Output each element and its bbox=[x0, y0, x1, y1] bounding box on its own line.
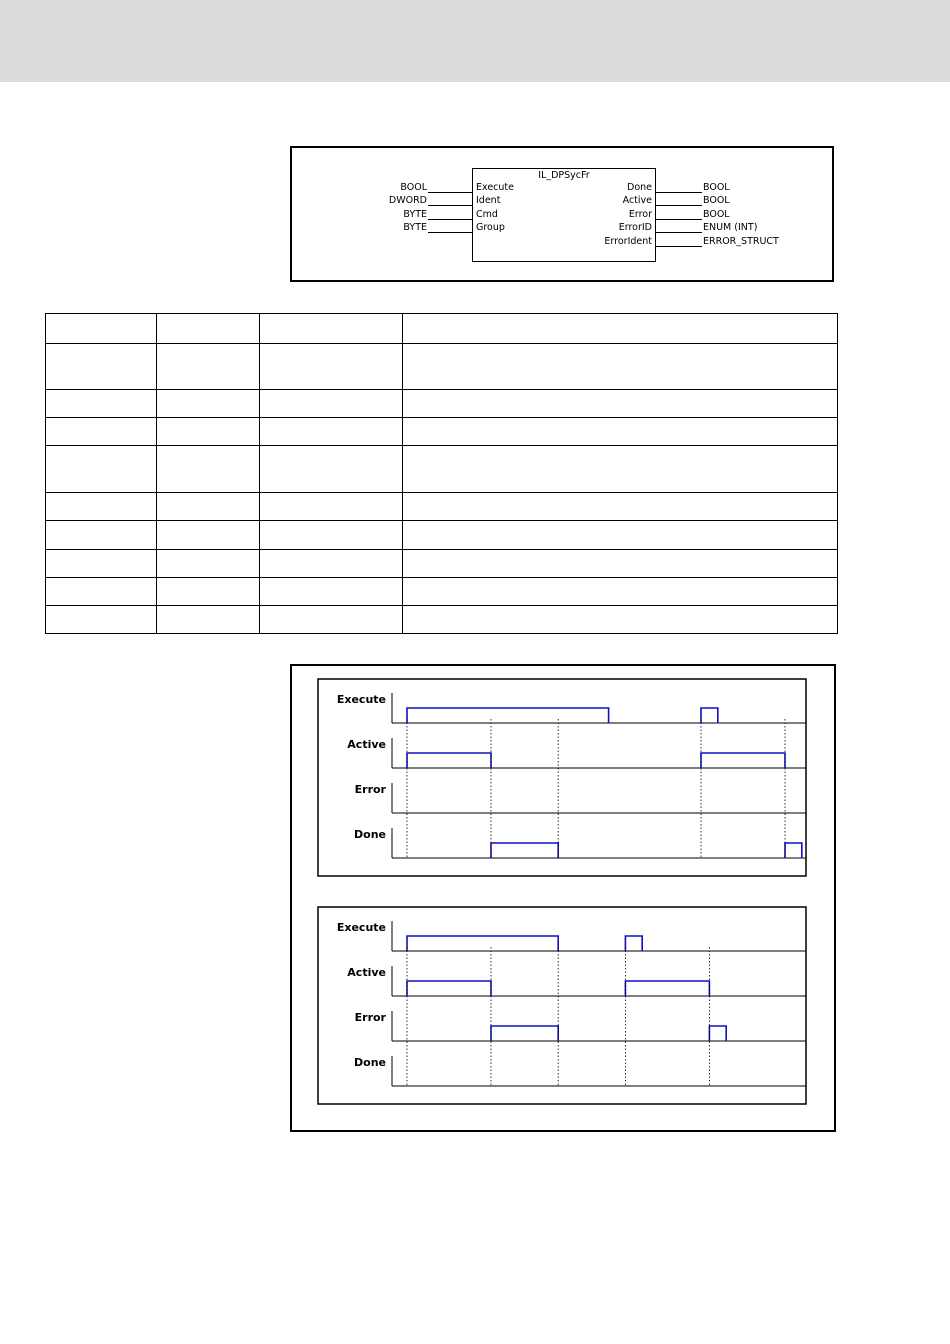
signal-pulse bbox=[709, 1026, 726, 1041]
table-cell bbox=[157, 493, 260, 521]
output-pin-errorid: ErrorID bbox=[618, 222, 652, 233]
input-type-label: BOOL bbox=[400, 182, 427, 193]
input-pin-execute: Execute bbox=[476, 182, 514, 193]
timing-diagram-frame bbox=[290, 664, 836, 1132]
output-pin-line bbox=[656, 205, 702, 206]
table-cell bbox=[46, 390, 157, 418]
table-cell bbox=[260, 446, 403, 493]
table-cell bbox=[157, 446, 260, 493]
table-cell bbox=[403, 606, 838, 634]
output-type-label: ERROR_STRUCT bbox=[703, 236, 779, 247]
signal-label: Active bbox=[347, 966, 386, 979]
signal-label: Done bbox=[354, 828, 386, 841]
table-row bbox=[46, 606, 838, 634]
table-cell bbox=[46, 344, 157, 390]
table-cell bbox=[157, 314, 260, 344]
output-pin-errorident: ErrorIdent bbox=[604, 236, 652, 247]
table-cell bbox=[157, 578, 260, 606]
table-cell bbox=[157, 606, 260, 634]
table-row bbox=[46, 390, 838, 418]
table-row bbox=[46, 418, 838, 446]
input-type-label: DWORD bbox=[388, 195, 427, 206]
table-cell bbox=[46, 418, 157, 446]
table-cell bbox=[157, 521, 260, 550]
output-type-label: BOOL bbox=[703, 209, 730, 220]
table-cell bbox=[403, 521, 838, 550]
signal-pulse bbox=[407, 981, 491, 996]
output-pin-line bbox=[656, 246, 702, 247]
table-cell bbox=[403, 493, 838, 521]
parameter-table bbox=[45, 313, 838, 634]
table-cell bbox=[46, 314, 157, 344]
table-row bbox=[46, 344, 838, 390]
signal-pulse bbox=[625, 936, 642, 951]
function-block-name: IL_DPSycFr bbox=[538, 170, 590, 181]
signal-pulse bbox=[407, 753, 491, 768]
input-pin-line bbox=[428, 192, 472, 193]
table-cell bbox=[46, 493, 157, 521]
table-cell bbox=[46, 446, 157, 493]
output-pin-line bbox=[656, 192, 702, 193]
table-cell bbox=[157, 344, 260, 390]
table-cell bbox=[46, 606, 157, 634]
signal-pulse bbox=[407, 936, 558, 951]
table-row bbox=[46, 493, 838, 521]
table-cell bbox=[260, 418, 403, 446]
input-pin-group: Group bbox=[476, 222, 505, 233]
timing-diagram-box bbox=[318, 907, 806, 1104]
table-cell bbox=[260, 344, 403, 390]
table-cell bbox=[46, 578, 157, 606]
table-row bbox=[46, 521, 838, 550]
table-row bbox=[46, 578, 838, 606]
output-type-label: ENUM (INT) bbox=[703, 222, 758, 233]
signal-label: Active bbox=[347, 738, 386, 751]
table-cell bbox=[46, 521, 157, 550]
output-pin-done: Done bbox=[627, 182, 652, 193]
input-pin-line bbox=[428, 232, 472, 233]
signal-pulse bbox=[785, 843, 802, 858]
output-type-label: BOOL bbox=[703, 195, 730, 206]
table-cell bbox=[403, 390, 838, 418]
output-type-label: BOOL bbox=[703, 182, 730, 193]
output-pin-line bbox=[656, 219, 702, 220]
table-cell bbox=[403, 446, 838, 493]
signal-label: Error bbox=[354, 1011, 386, 1024]
table-cell bbox=[260, 606, 403, 634]
input-pin-line bbox=[428, 219, 472, 220]
table-row bbox=[46, 314, 838, 344]
signal-label: Done bbox=[354, 1056, 386, 1069]
signal-pulse bbox=[491, 1026, 558, 1041]
table-cell bbox=[157, 390, 260, 418]
table-cell bbox=[260, 493, 403, 521]
table-cell bbox=[403, 314, 838, 344]
table-cell bbox=[260, 314, 403, 344]
input-type-label: BYTE bbox=[403, 222, 427, 233]
function-block bbox=[472, 168, 656, 262]
table-cell bbox=[403, 578, 838, 606]
table-cell bbox=[157, 418, 260, 446]
signal-pulse bbox=[625, 981, 709, 996]
table-cell bbox=[260, 578, 403, 606]
signal-pulse bbox=[407, 708, 609, 723]
table-row bbox=[46, 446, 838, 493]
function-block-frame bbox=[290, 146, 834, 282]
table-cell bbox=[260, 390, 403, 418]
table-cell bbox=[260, 550, 403, 578]
input-pin-line bbox=[428, 205, 472, 206]
input-type-label: BYTE bbox=[403, 209, 427, 220]
output-pin-error: Error bbox=[628, 209, 652, 220]
signal-pulse bbox=[701, 753, 785, 768]
table-cell bbox=[46, 550, 157, 578]
table-cell bbox=[260, 521, 403, 550]
page-header-band bbox=[0, 0, 950, 82]
output-pin-active: Active bbox=[622, 195, 652, 206]
signal-pulse bbox=[701, 708, 718, 723]
table-cell bbox=[403, 418, 838, 446]
signal-label: Error bbox=[354, 783, 386, 796]
timing-diagram-canvas bbox=[292, 666, 834, 1130]
table-row bbox=[46, 550, 838, 578]
signal-pulse bbox=[491, 843, 558, 858]
table-cell bbox=[403, 344, 838, 390]
input-pin-cmd: Cmd bbox=[476, 209, 498, 220]
input-pin-ident: Ident bbox=[476, 195, 501, 206]
signal-label: Execute bbox=[336, 921, 386, 934]
table-cell bbox=[157, 550, 260, 578]
output-pin-line bbox=[656, 232, 702, 233]
table-cell bbox=[403, 550, 838, 578]
signal-label: Execute bbox=[336, 693, 386, 706]
